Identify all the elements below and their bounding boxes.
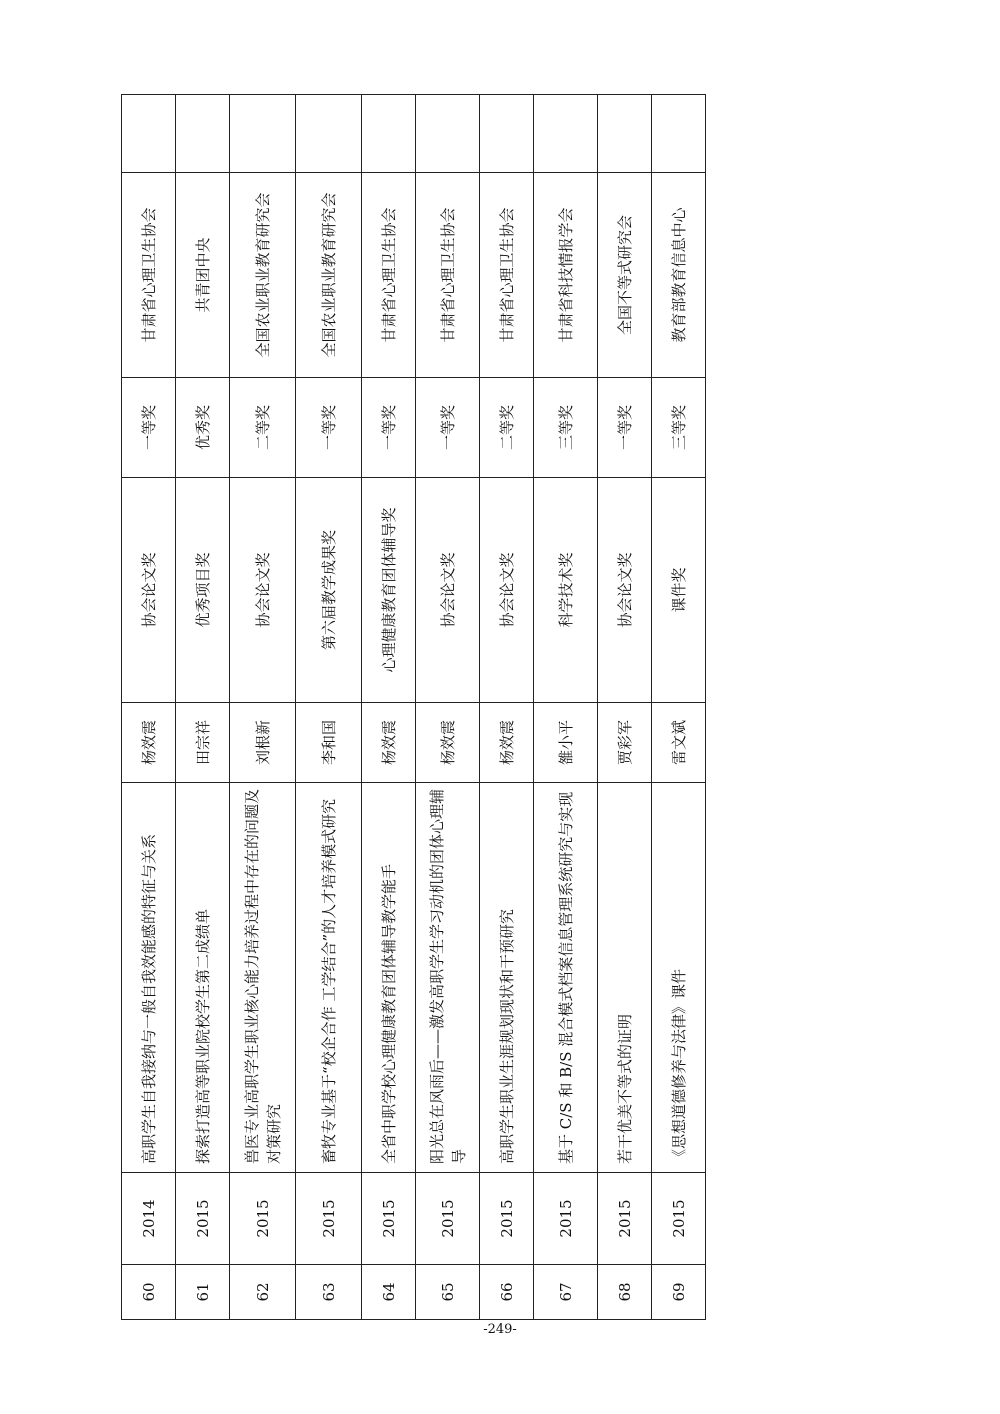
note-cell	[534, 95, 598, 173]
award-grade-cell: 一等奖	[362, 378, 416, 478]
table-row	[176, 95, 230, 1320]
year-cell: 2015	[652, 1173, 706, 1265]
title-cell: 畜牧专业基于“校企合作 工学结合”的人才培养模式研究	[296, 783, 362, 1173]
year-cell: 2015	[230, 1173, 296, 1265]
author-cell: 雷文斌	[652, 703, 706, 783]
table-row	[230, 95, 296, 1320]
row-number-cell: 67	[534, 1265, 598, 1320]
note-cell	[230, 95, 296, 173]
award-type-cell: 协会论文奖	[598, 478, 652, 703]
title-cell: 高职学生自我接纳与一般自我效能感的特征与关系	[122, 783, 176, 1173]
award-type-cell: 协会论文奖	[230, 478, 296, 703]
title-cell: 探索打造高等职业院校学生第二成绩单	[176, 783, 230, 1173]
award-grade-cell: 一等奖	[598, 378, 652, 478]
organization-cell: 全国不等式研究会	[598, 173, 652, 378]
note-cell	[480, 95, 534, 173]
year-cell: 2015	[176, 1173, 230, 1265]
note-cell	[652, 95, 706, 173]
author-cell: 田宗祥	[176, 703, 230, 783]
award-type-cell: 协会论文奖	[480, 478, 534, 703]
award-grade-cell: 一等奖	[296, 378, 362, 478]
award-grade-cell: 三等奖	[652, 378, 706, 478]
award-type-cell: 心理健康教育团体辅导奖	[362, 478, 416, 703]
award-grade-cell: 二等奖	[480, 378, 534, 478]
title-cell: 全省中职学校心理健康教育团体辅导教学能手	[362, 783, 416, 1173]
note-cell	[416, 95, 480, 173]
organization-cell: 全国农业职业教育研究会	[230, 173, 296, 378]
author-cell: 李和国	[296, 703, 362, 783]
organization-cell: 甘肃省心理卫生协会	[122, 173, 176, 378]
table-row	[534, 95, 598, 1320]
row-number-cell: 66	[480, 1265, 534, 1320]
note-cell	[296, 95, 362, 173]
organization-cell: 甘肃省心理卫生协会	[362, 173, 416, 378]
award-type-cell: 协会论文奖	[416, 478, 480, 703]
table-row	[362, 95, 416, 1320]
award-type-cell: 课件奖	[652, 478, 706, 703]
page-number: -249-	[483, 1322, 517, 1337]
organization-cell: 甘肃省心理卫生协会	[416, 173, 480, 378]
award-grade-cell: 一等奖	[122, 378, 176, 478]
author-cell: 贾彩军	[598, 703, 652, 783]
table-row	[296, 95, 362, 1320]
row-number-cell: 61	[176, 1265, 230, 1320]
note-cell	[176, 95, 230, 173]
row-number-cell: 63	[296, 1265, 362, 1320]
award-table-body	[122, 95, 706, 1320]
award-type-cell: 第六届教学成果奖	[296, 478, 362, 703]
title-cell: 兽医专业高职学生职业核心能力培养过程中存在的问题及对策研究	[230, 783, 296, 1173]
title-cell: 高职学生职业生涯规划现状和干预研究	[480, 783, 534, 1173]
year-cell: 2014	[122, 1173, 176, 1265]
award-table-container	[121, 95, 688, 1320]
organization-cell: 甘肃省科技情报学会	[534, 173, 598, 378]
organization-cell: 甘肃省心理卫生协会	[480, 173, 534, 378]
note-cell	[598, 95, 652, 173]
award-grade-cell: 三等奖	[534, 378, 598, 478]
year-cell: 2015	[296, 1173, 362, 1265]
note-cell	[122, 95, 176, 173]
award-grade-cell: 优秀奖	[176, 378, 230, 478]
organization-cell: 共青团中央	[176, 173, 230, 378]
year-cell: 2015	[416, 1173, 480, 1265]
author-cell: 刘根新	[230, 703, 296, 783]
row-number-cell: 65	[416, 1265, 480, 1320]
table-row	[416, 95, 480, 1320]
note-cell	[362, 95, 416, 173]
author-cell: 杨效震	[416, 703, 480, 783]
title-cell: 基于 C/S 和 B/S 混合模式档案信息管理系统研究与实现	[534, 783, 598, 1173]
award-grade-cell: 一等奖	[416, 378, 480, 478]
row-number-cell: 68	[598, 1265, 652, 1320]
award-type-cell: 科学技术奖	[534, 478, 598, 703]
row-number-cell: 64	[362, 1265, 416, 1320]
award-table	[121, 94, 706, 1320]
row-number-cell: 60	[122, 1265, 176, 1320]
row-number-cell: 62	[230, 1265, 296, 1320]
title-cell: 《思想道德修养与法律》课件	[652, 783, 706, 1173]
table-row	[122, 95, 176, 1320]
organization-cell: 全国农业职业教育研究会	[296, 173, 362, 378]
year-cell: 2015	[362, 1173, 416, 1265]
title-cell: 阳光总在风雨后——激发高职学生学习动机的团体心理辅导	[416, 783, 480, 1173]
award-grade-cell: 二等奖	[230, 378, 296, 478]
year-cell: 2015	[480, 1173, 534, 1265]
table-row	[598, 95, 652, 1320]
table-row	[480, 95, 534, 1320]
author-cell: 雒小平	[534, 703, 598, 783]
author-cell: 杨效震	[122, 703, 176, 783]
award-type-cell: 协会论文奖	[122, 478, 176, 703]
table-row	[652, 95, 706, 1320]
author-cell: 杨效震	[480, 703, 534, 783]
year-cell: 2015	[534, 1173, 598, 1265]
year-cell: 2015	[598, 1173, 652, 1265]
organization-cell: 教育部教育信息中心	[652, 173, 706, 378]
row-number-cell: 69	[652, 1265, 706, 1320]
award-type-cell: 优秀项目奖	[176, 478, 230, 703]
author-cell: 杨效震	[362, 703, 416, 783]
title-cell: 若干优美不等式的证明	[598, 783, 652, 1173]
